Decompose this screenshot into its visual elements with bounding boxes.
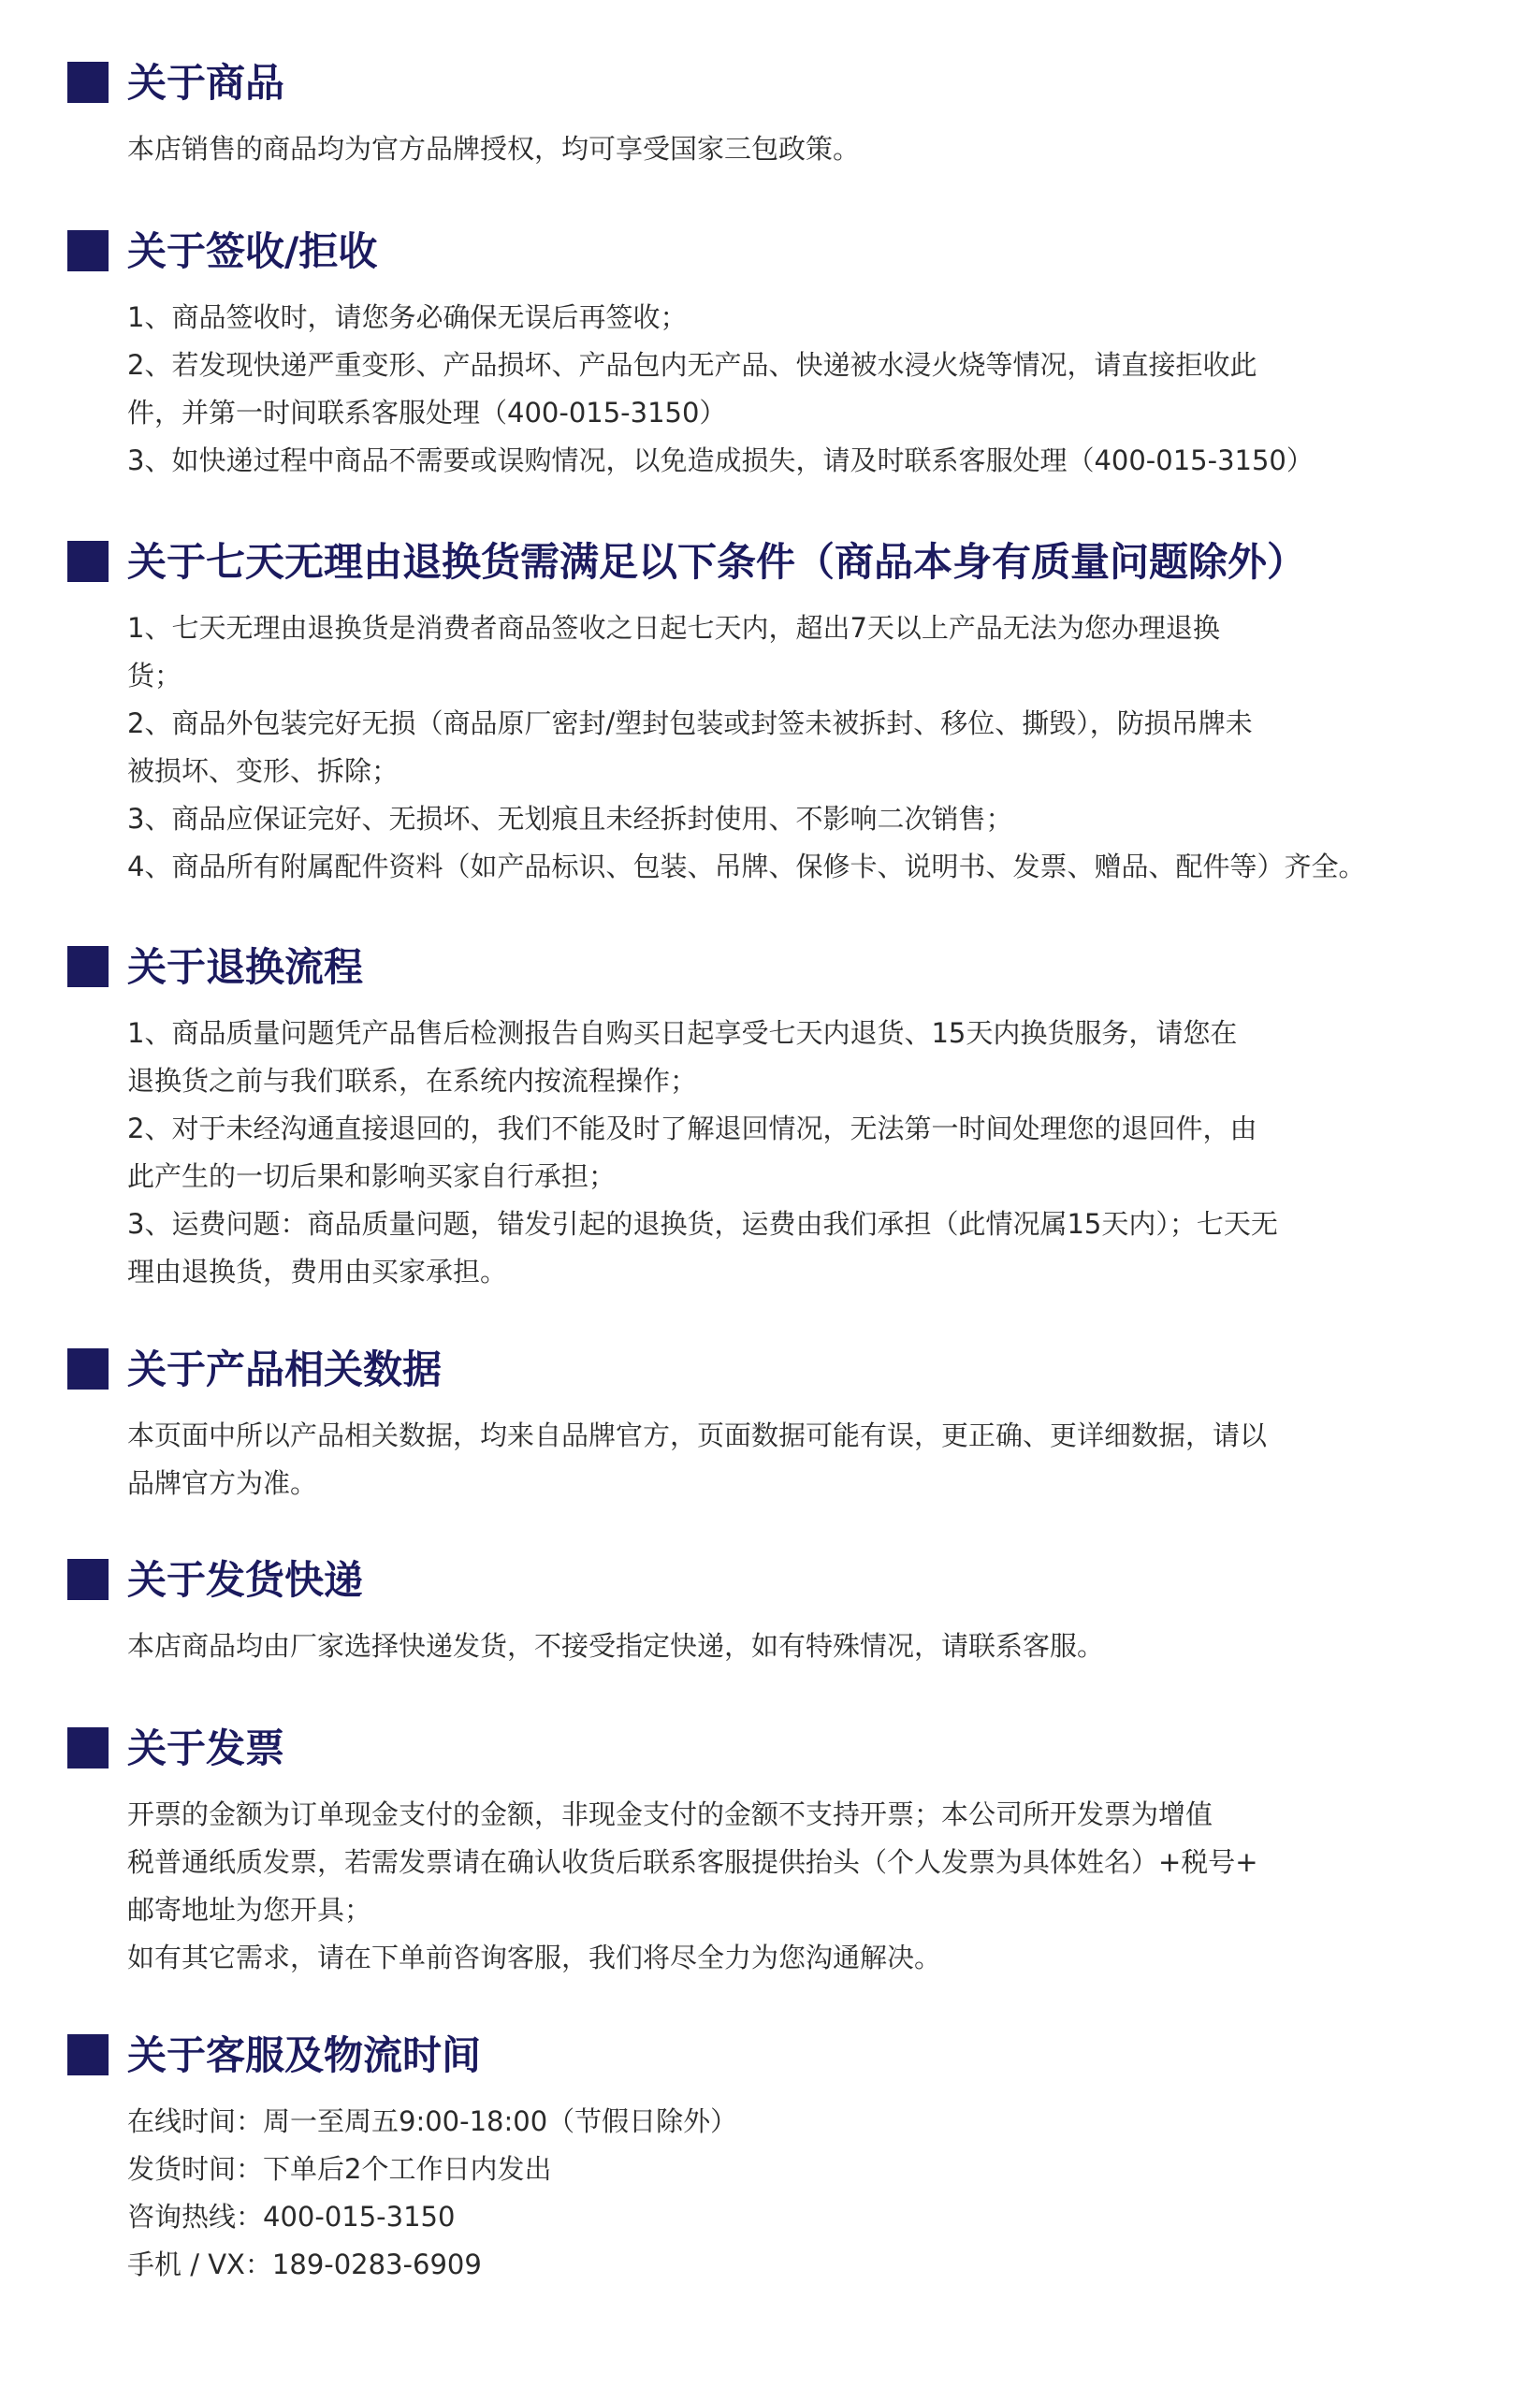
body-line: 本店商品均由厂家选择快递发货，不接受指定快递，如有特殊情况，请联系客服。 (127, 1630, 1105, 1662)
body-line: 如有其它需求，请在下单前咨询客服，我们将尽全力为您沟通解决。 (127, 1942, 942, 1973)
section-title: 关于产品相关数据 (127, 1346, 443, 1392)
section-body (127, 294, 1437, 485)
section-about-products (67, 56, 1452, 173)
section-heading (67, 1343, 1452, 1401)
heading-square-icon (67, 1348, 109, 1390)
body-line: 手机 / VX：189-0283-6909 (127, 2249, 482, 2280)
section-title: 关于退换流程 (127, 944, 364, 990)
section-body (127, 1791, 1437, 1982)
section-heading (67, 1553, 1452, 1611)
section-body (127, 1623, 1437, 1670)
section-body (127, 1010, 1437, 1296)
section-title: 关于七天无理由退换货需满足以下条件（商品本身有质量问题除外） (127, 539, 1307, 585)
body-line: 4、商品所有附属配件资料（如产品标识、包装、吊牌、保修卡、说明书、发票、赠品、配件等）齐全。 (127, 851, 1366, 882)
body-line: 咨询热线：400-015-3150 (127, 2201, 456, 2233)
heading-square-icon (67, 1727, 109, 1768)
section-title: 关于签收/拒收 (127, 228, 378, 274)
body-line: 3、运费问题：商品质量问题，错发引起的退换货，运费由我们承担（此情况属15天内）；七天无 (127, 1208, 1278, 1240)
heading-square-icon (67, 946, 109, 987)
section-product-data (67, 1343, 1452, 1507)
body-line: 1、商品质量问题凭产品售后检测报告自购买日起享受七天内退货、15天内换货服务，请您在 (127, 1017, 1238, 1049)
body-line: 1、七天无理由退换货是消费者商品签收之日起七天内，超出7天以上产品无法为您办理退换 (127, 612, 1220, 644)
heading-square-icon (67, 541, 109, 582)
body-line: 本店销售的商品均为官方品牌授权，均可享受国家三包政策。 (127, 133, 861, 165)
section-body (127, 125, 1437, 173)
section-body (127, 604, 1437, 891)
section-heading (67, 56, 1452, 114)
section-title: 关于发票 (127, 1725, 285, 1771)
body-line: 退换货之前与我们联系，在系统内按流程操作； (127, 1065, 698, 1097)
section-about-receipt (67, 225, 1452, 485)
body-line: 此产生的一切后果和影响买家自行承担； (127, 1160, 617, 1192)
section-heading (67, 225, 1452, 283)
body-line: 税普通纸质发票，若需发票请在确认收货后联系客服提供抬头（个人发票为具体姓名）+税号+ (127, 1846, 1258, 1878)
section-heading (67, 2029, 1452, 2087)
section-shipping (67, 1553, 1452, 1670)
section-title: 关于客服及物流时间 (127, 2032, 482, 2078)
body-line: 本页面中所以产品相关数据，均来自品牌官方，页面数据可能有误，更正确、更详细数据，请以 (127, 1419, 1268, 1451)
body-line: 3、如快递过程中商品不需要或误购情况，以免造成损失，请及时联系客服处理（400-015-3150） (127, 444, 1314, 476)
section-seven-day-return (67, 535, 1452, 891)
body-line: 货； (127, 660, 182, 691)
section-return-process (67, 940, 1452, 1296)
section-title: 关于发货快递 (127, 1557, 364, 1603)
body-line: 2、商品外包装完好无损（商品原厂密封/塑封包装或封签未被拆封、移位、撕毁），防损吊牌未 (127, 707, 1253, 739)
section-body (127, 1412, 1437, 1507)
body-line: 2、对于未经沟通直接退回的，我们不能及时了解退回情况，无法第一时间处理您的退回件，由 (127, 1113, 1257, 1144)
section-heading (67, 535, 1452, 593)
heading-square-icon (67, 230, 109, 271)
section-service-hours (67, 2029, 1452, 2289)
body-line: 开票的金额为订单现金支付的金额，非现金支付的金额不支持开票；本公司所开发票为增值 (127, 1798, 1213, 1830)
section-heading (67, 1722, 1452, 1780)
section-heading (67, 940, 1452, 998)
body-line: 发货时间：下单后2个工作日内发出 (127, 2153, 552, 2185)
body-line: 3、商品应保证完好、无损坏、无划痕且未经拆封使用、不影响二次销售； (127, 803, 1013, 835)
section-body (127, 2098, 1437, 2289)
body-line: 理由退换货，费用由买家承担。 (127, 1256, 508, 1288)
heading-square-icon (67, 2034, 109, 2075)
section-title: 关于商品 (127, 60, 285, 106)
body-line: 2、若发现快递严重变形、产品损坏、产品包内无产品、快递被水浸火烧等情况，请直接拒收此 (127, 349, 1257, 381)
body-line: 邮寄地址为您开具； (127, 1894, 372, 1926)
body-line: 品牌官方为准。 (127, 1467, 318, 1499)
body-line: 在线时间：周一至周五9:00-18:00（节假日除外） (127, 2105, 738, 2137)
body-line: 被损坏、变形、拆除； (127, 755, 400, 787)
body-line: 件，并第一时间联系客服处理（400-015-3150） (127, 397, 727, 429)
heading-square-icon (67, 1559, 109, 1600)
heading-square-icon (67, 62, 109, 103)
section-invoice (67, 1722, 1452, 1982)
body-line: 1、商品签收时，请您务必确保无误后再签收； (127, 301, 688, 333)
